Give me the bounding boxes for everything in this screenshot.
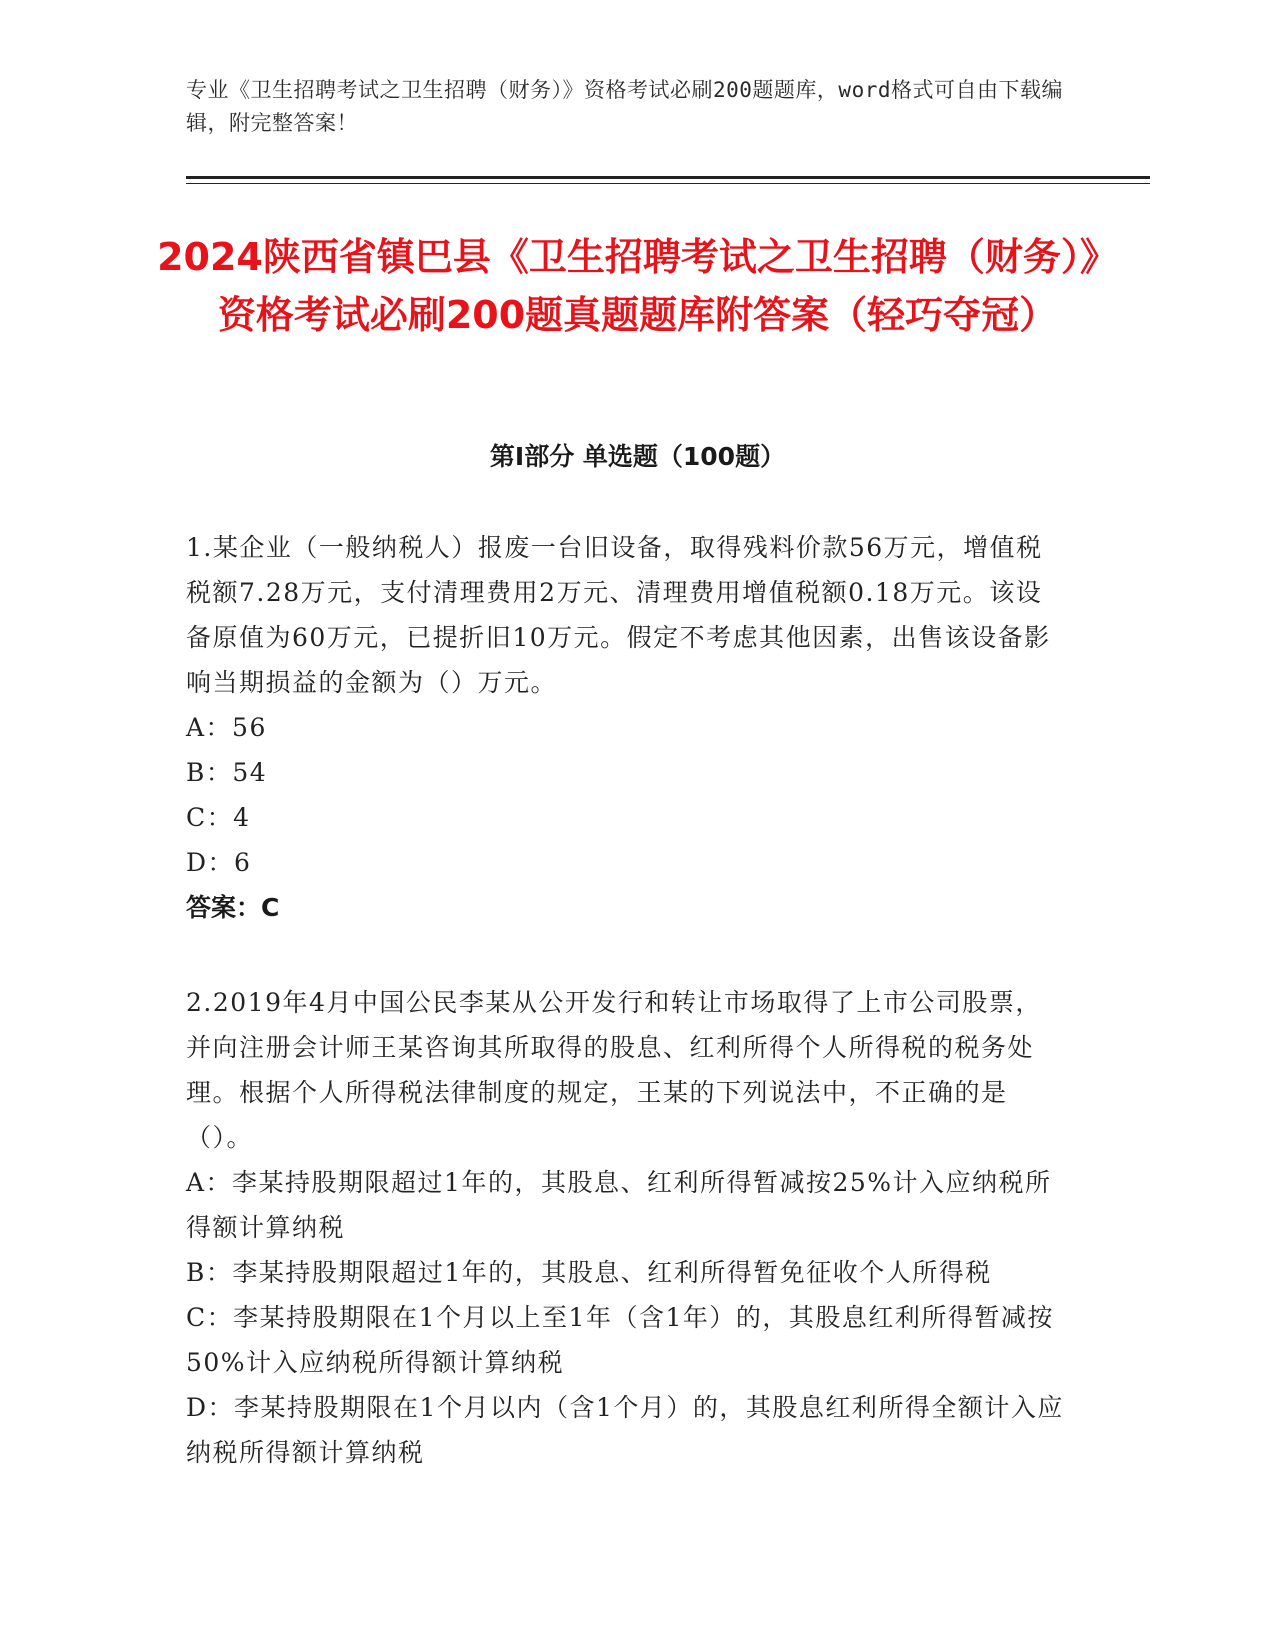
question-2 (186, 980, 1066, 1475)
option-d: D：李某持股期限在1个月以内（含1个月）的，其股息红利所得全额计入应纳税所得额计算纳税 (186, 1393, 1064, 1467)
option-d: D：6 (186, 848, 252, 877)
section-heading: 第Ⅰ部分 单选题（100题） (489, 442, 786, 471)
option-a: A：李某持股期限超过1年的，其股息、红利所得暂减按25%计入应纳税所得额计算纳税 (186, 1168, 1052, 1242)
question-1 (186, 525, 1066, 930)
option-c: C：4 (186, 803, 251, 832)
question-stem: 1.某企业（一般纳税人）报废一台旧设备，取得残料价款56万元，增值税税额7.28万元，支付清理费用2万元、清理费用增值税额0.18万元。该设备原值为60万元，已提折旧10万元。假定不考虑其他因素，出售该设备影响当期损益的金额为（）万元。 (186, 533, 1051, 697)
option-a: A：56 (186, 713, 267, 742)
header-divider-thick (186, 176, 1150, 179)
question-stem: 2.2019年4月中国公民李某从公开发行和转让市场取得了上市公司股票，并向注册会计师王某咨询其所取得的股息、红利所得个人所得税的税务处理。根据个人所得税法律制度的规定，王某的下列说法中，不正确的是（）。 (186, 988, 1042, 1152)
option-c: C：李某持股期限在1个月以上至1年（含1年）的，其股息红利所得暂减按50%计入应纳税所得额计算纳税 (186, 1303, 1054, 1377)
header-note: 专业《卫生招聘考试之卫生招聘（财务）》资格考试必刷200题题库，word格式可自由下载编辑，附完整答案！ (186, 78, 1063, 135)
answer-label: 答案：C (186, 893, 280, 922)
header-divider-thin (186, 183, 1150, 184)
document-title: 2024陕西省镇巴县《卫生招聘考试之卫生招聘（财务）》资格考试必刷200题真题题库附答案（轻巧夺冠） (157, 235, 1118, 337)
option-b: B：李某持股期限超过1年的，其股息、红利所得暂免征收个人所得税 (186, 1258, 992, 1287)
option-b: B：54 (186, 758, 268, 787)
